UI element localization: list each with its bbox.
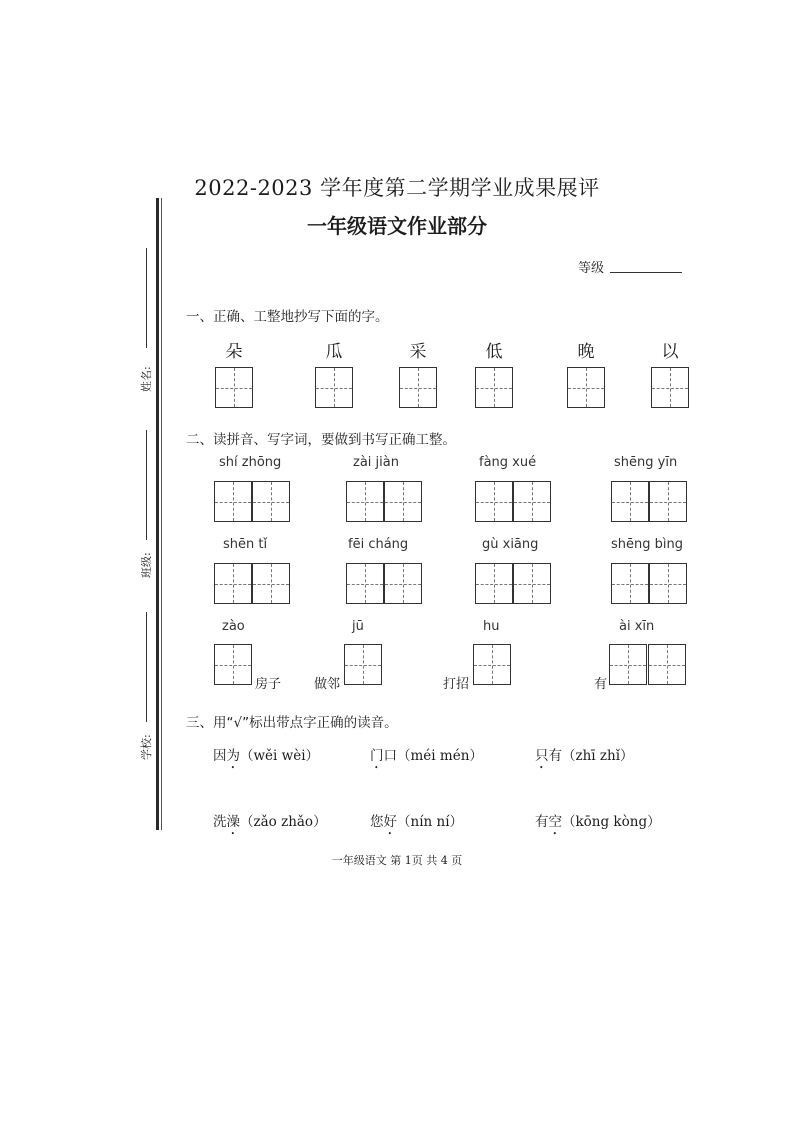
writing-grid[interactable] bbox=[473, 644, 511, 685]
pinyin-label: shí zhōng bbox=[219, 455, 282, 470]
plain-char: 有 bbox=[548, 748, 562, 764]
word-fragment: 做邻 bbox=[314, 677, 341, 692]
name-label: 姓名: bbox=[140, 366, 153, 392]
reading-options: （zǎo zhǎo） bbox=[240, 814, 327, 830]
word-fragment: 有 bbox=[594, 677, 608, 692]
reading-options: （méi mén） bbox=[397, 748, 483, 764]
reading-item[interactable] bbox=[213, 744, 319, 772]
writing-grid[interactable] bbox=[567, 367, 605, 408]
binding-line bbox=[156, 198, 159, 830]
writing-grid[interactable] bbox=[611, 481, 649, 522]
reading-options: （kōng kòng） bbox=[562, 814, 661, 830]
pinyin-label: fàng xué bbox=[479, 455, 537, 470]
pinyin-label: ài xīn bbox=[619, 619, 655, 634]
writing-grid[interactable] bbox=[344, 644, 382, 685]
reading-item[interactable] bbox=[213, 810, 327, 838]
dotted-char: 只 bbox=[535, 748, 549, 764]
copy-char: 瓜 bbox=[325, 342, 343, 362]
plain-char: 因 bbox=[213, 748, 227, 764]
reading-options: （nín ní） bbox=[397, 814, 464, 830]
grade-blank[interactable] bbox=[610, 272, 682, 273]
page-subtitle: 一年级语文作业部分 bbox=[307, 214, 487, 238]
reading-options: （zhī zhǐ） bbox=[562, 748, 634, 764]
dotted-char: 好 bbox=[383, 814, 397, 830]
plain-char: 您 bbox=[370, 814, 384, 830]
binding-line-inner bbox=[161, 198, 162, 830]
copy-char: 朵 bbox=[225, 342, 243, 362]
copy-char: 采 bbox=[409, 342, 427, 362]
writing-grid[interactable] bbox=[384, 563, 422, 604]
writing-grid[interactable] bbox=[252, 563, 290, 604]
writing-grid[interactable] bbox=[346, 481, 384, 522]
pinyin-label: shēng bìng bbox=[611, 537, 683, 552]
page-title: 2022-2023 学年度第二学期学业成果展评 bbox=[194, 176, 600, 200]
pinyin-label: zào bbox=[222, 619, 245, 634]
pinyin-label: shēng yīn bbox=[614, 455, 678, 470]
dotted-char: 为 bbox=[226, 748, 240, 764]
name-line bbox=[146, 248, 147, 348]
writing-grid[interactable] bbox=[214, 644, 252, 685]
writing-grid[interactable] bbox=[513, 563, 551, 604]
dotted-char: 门 bbox=[370, 748, 384, 764]
writing-grid[interactable] bbox=[475, 367, 513, 408]
reading-item[interactable] bbox=[370, 810, 463, 838]
school-line bbox=[146, 612, 147, 722]
pinyin-label: gù xiāng bbox=[482, 537, 539, 552]
pinyin-label: fēi cháng bbox=[348, 537, 409, 552]
reading-options: （wěi wèi） bbox=[240, 748, 320, 764]
writing-grid[interactable] bbox=[651, 367, 689, 408]
class-line bbox=[146, 430, 147, 540]
writing-grid[interactable] bbox=[214, 563, 252, 604]
copy-char: 以 bbox=[661, 342, 679, 362]
writing-grid[interactable] bbox=[315, 367, 353, 408]
page-footer: 一年级语文 第 1页 共 4 页 bbox=[331, 854, 463, 867]
grade-label: 等级 bbox=[578, 261, 605, 276]
copy-char: 晚 bbox=[577, 342, 595, 362]
writing-grid[interactable] bbox=[215, 367, 253, 408]
section1-heading: 一、正确、工整地抄写下面的字。 bbox=[186, 309, 389, 325]
writing-grid[interactable] bbox=[214, 481, 252, 522]
writing-grid[interactable] bbox=[475, 481, 513, 522]
writing-grid[interactable] bbox=[346, 563, 384, 604]
writing-grid[interactable] bbox=[648, 644, 686, 685]
section3-heading: 三、用“√”标出带点字正确的读音。 bbox=[186, 715, 398, 731]
writing-grid[interactable] bbox=[384, 481, 422, 522]
writing-grid[interactable] bbox=[513, 481, 551, 522]
writing-grid[interactable] bbox=[252, 481, 290, 522]
reading-item[interactable] bbox=[370, 744, 483, 772]
copy-char: 低 bbox=[485, 342, 503, 362]
plain-char: 口 bbox=[383, 748, 397, 764]
section2-heading: 二、读拼音、写字词，要做到书写正确工整。 bbox=[186, 432, 456, 448]
word-fragment: 打招 bbox=[443, 677, 470, 692]
writing-grid[interactable] bbox=[611, 563, 649, 604]
word-fragment: 房子 bbox=[255, 677, 282, 692]
class-label: 班级: bbox=[140, 552, 153, 578]
pinyin-label: zài jiàn bbox=[353, 455, 399, 470]
pinyin-label: jū bbox=[352, 619, 364, 634]
reading-item[interactable] bbox=[535, 810, 661, 838]
writing-grid[interactable] bbox=[475, 563, 513, 604]
writing-grid[interactable] bbox=[649, 481, 687, 522]
writing-grid[interactable] bbox=[609, 644, 647, 685]
pinyin-label: shēn tǐ bbox=[223, 537, 268, 552]
plain-char: 洗 bbox=[213, 814, 227, 830]
pinyin-label: hu bbox=[483, 619, 500, 634]
dotted-char: 空 bbox=[548, 814, 562, 830]
dotted-char: 澡 bbox=[226, 814, 240, 830]
writing-grid[interactable] bbox=[649, 563, 687, 604]
plain-char: 有 bbox=[535, 814, 549, 830]
writing-grid[interactable] bbox=[399, 367, 437, 408]
reading-item[interactable] bbox=[535, 744, 634, 772]
school-label: 学校: bbox=[140, 734, 153, 760]
